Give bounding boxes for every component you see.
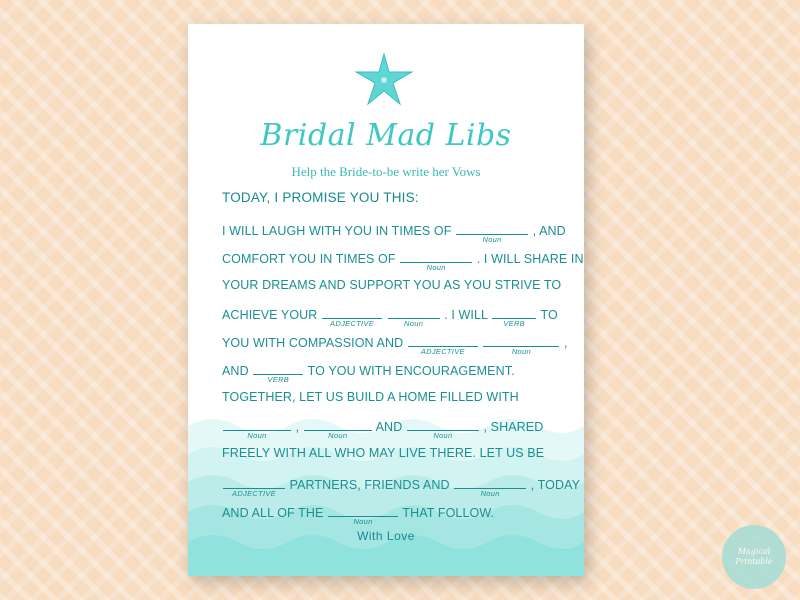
mad-lib-line (222, 418, 562, 448)
blank-hint: Noun (404, 319, 424, 328)
line-text: AND (222, 364, 249, 378)
blank-hint: Noun (482, 235, 502, 244)
blank-field[interactable] (328, 504, 398, 526)
line-text: COMFORT YOU IN TIMES OF (222, 252, 396, 266)
blank-hint: Noun (426, 263, 446, 272)
line-text: ACHIEVE YOUR (222, 308, 318, 322)
blank-field[interactable] (492, 306, 536, 328)
line-text: YOU WITH COMPASSION AND (222, 336, 404, 350)
line-text: TOGETHER, LET US BUILD A HOME FILLED WITH (222, 390, 519, 404)
blank-field[interactable] (223, 418, 291, 440)
blank-hint: VERB (267, 375, 290, 384)
mad-libs-card (188, 24, 584, 576)
blank-hint: Noun (433, 431, 453, 440)
mad-lib-line (222, 222, 566, 252)
mad-lib-line (222, 362, 562, 392)
line-text: . I WILL SHARE IN (476, 252, 584, 266)
line-text: AND (375, 420, 403, 434)
brand-badge (722, 525, 786, 589)
blank-hint: ADJECTIVE (330, 319, 375, 328)
badge-line: Magical (737, 547, 771, 557)
page-title: Bridal Mad Libs (260, 118, 512, 153)
blank-hint: Noun (247, 431, 267, 440)
line-text: THAT FOLLOW. (402, 506, 495, 520)
blank-field[interactable] (388, 306, 440, 328)
mad-lib-line (222, 390, 562, 420)
blank-hint: Noun (511, 347, 531, 356)
mad-lib-line (222, 278, 562, 308)
blank-hint: Noun (353, 517, 373, 526)
mad-lib-line (222, 306, 562, 336)
blank-hint: VERB (503, 319, 525, 328)
blank-hint: Noun (480, 489, 500, 498)
mad-lib-line (222, 250, 584, 280)
line-text: , AND (532, 224, 566, 238)
subtitle: Help the Bride-to-be write her Vows (291, 164, 481, 179)
blank-hint: Noun (328, 431, 348, 440)
line-text: , (563, 336, 568, 350)
line-text: TO (540, 308, 558, 322)
blank-hint: ADJECTIVE (232, 489, 276, 498)
line-text: . I WILL (444, 308, 488, 322)
blank-field[interactable] (253, 362, 303, 384)
starfish-icon (352, 52, 416, 108)
section-heading: TODAY, I PROMISE YOU THIS: (222, 190, 419, 205)
blank-field[interactable] (408, 334, 478, 356)
blank-field[interactable] (322, 306, 382, 328)
line-text: , SHARED (483, 420, 544, 434)
mad-lib-line (222, 446, 562, 476)
closing-text: With Love (357, 529, 415, 543)
blank-field[interactable] (304, 418, 372, 440)
line-text: , (295, 420, 300, 434)
line-text: FREELY WITH ALL WHO MAY LIVE THERE. LET US BE (222, 446, 545, 460)
line-text: PARTNERS, FRIENDS AND (289, 478, 450, 492)
line-text: I WILL LAUGH WITH YOU IN TIMES OF (222, 224, 452, 238)
blank-field[interactable] (454, 476, 526, 498)
line-text: TO YOU WITH ENCOURAGEMENT. (307, 364, 515, 378)
line-text: , TODAY (530, 478, 581, 492)
blank-field[interactable] (483, 334, 559, 356)
blank-field[interactable] (223, 476, 285, 498)
blank-field[interactable] (400, 250, 472, 272)
mad-lib-line (222, 476, 581, 506)
blank-hint: ADJECTIVE (420, 347, 465, 356)
line-text: YOUR DREAMS AND SUPPORT YOU AS YOU STRIVE TO (222, 278, 562, 292)
line-text: AND ALL OF THE (222, 506, 324, 520)
mad-lib-line (222, 334, 568, 364)
blank-field[interactable] (407, 418, 479, 440)
badge-line: Printable (735, 557, 773, 566)
blank-field[interactable] (456, 222, 528, 244)
